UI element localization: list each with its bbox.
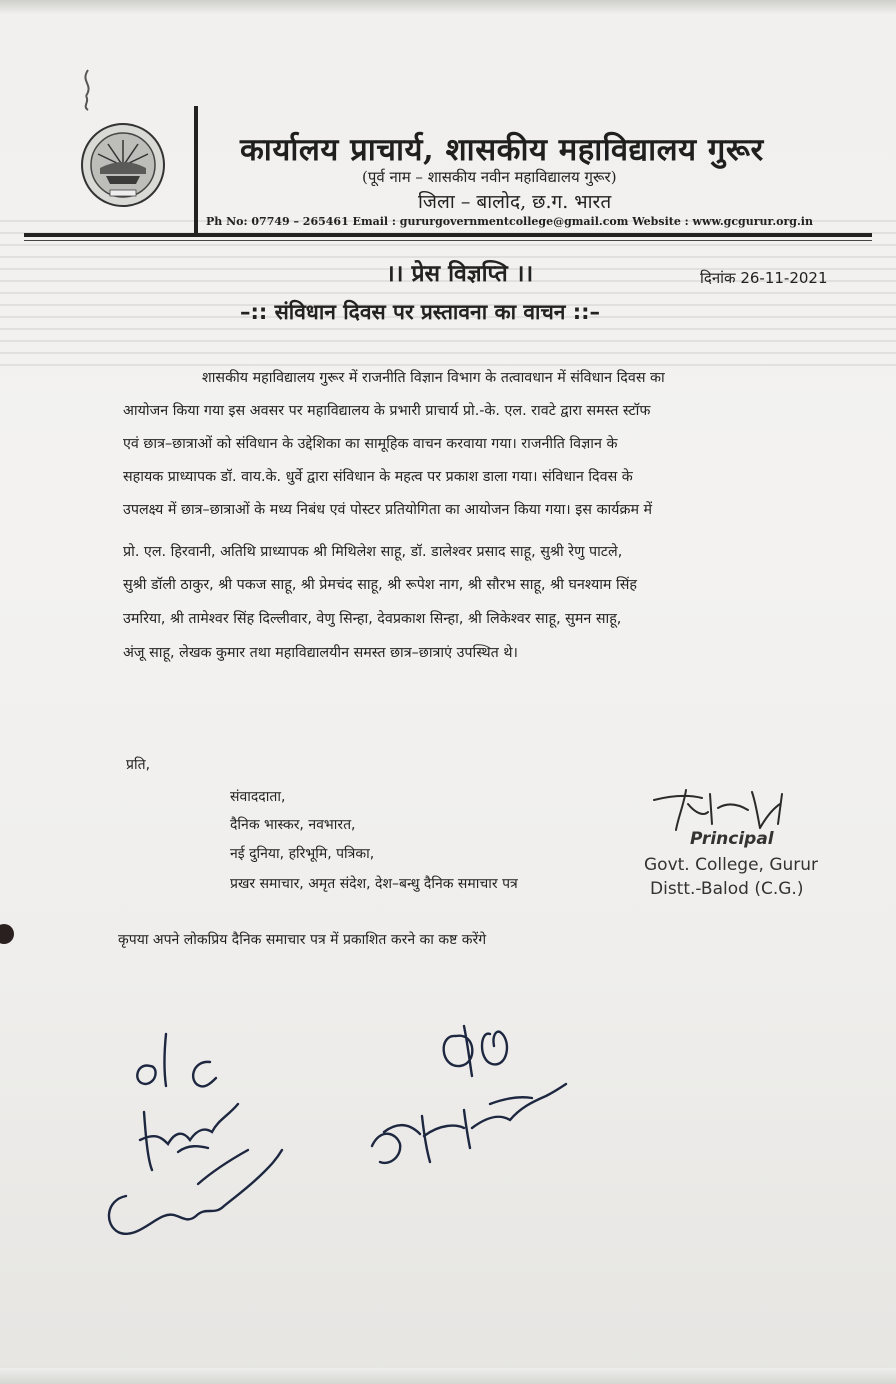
closing-request: कृपया अपने लोकप्रिय दैनिक समाचार पत्र में प्रकाशित करने का कष्ट करेंगे: [118, 932, 487, 948]
release-date: दिनांक 26-11-2021: [700, 269, 828, 287]
paragraph-line: सहायक प्राध्यापक डॉ. वाय.के. धुर्वे द्वारा संविधान के महत्व पर प्रकाश डाला गया। संविधान दिवस के: [123, 469, 633, 485]
handwritten-signature-left: [88, 1020, 288, 1260]
subject-line: –:: संविधान दिवस पर प्रस्तावना का वाचन ::–: [240, 300, 601, 324]
header-divider-thin: [24, 240, 872, 241]
former-name: (पूर्व नाम – शासकीय नवीन महाविद्यालय गुरूर): [362, 168, 617, 186]
paragraph-line: आयोजन किया गया इस अवसर पर महाविद्यालय के प्रभारी प्राचार्य प्रो.-के. एल. रावटे द्वारा समस्त स्टॉफ: [123, 403, 651, 419]
recipient-line: संवाददाता,: [230, 789, 286, 805]
recipient-line: प्रखर समाचार, अमृत संदेश, देश–बन्धु दैनिक समाचार पत्र: [230, 876, 518, 892]
page-top-edge: [0, 0, 896, 14]
bleed-through-text: [0, 220, 896, 370]
principal-signature: [648, 784, 798, 834]
office-title: कार्यालय प्राचार्य, शासकीय महाविद्यालय गुरूर: [240, 132, 764, 168]
handwritten-signature-middle: [360, 1016, 580, 1186]
paragraph-line: सुश्री डॉली ठाकुर, श्री पकज साहू, श्री प्रेमचंद साहू, श्री रूपेश नाग, श्री सौरभ साहू, श्री घनश्याम सिंह: [123, 577, 637, 593]
college-emblem-logo: [80, 122, 166, 208]
to-label: प्रति,: [126, 757, 151, 773]
signatory-district: Distt.-Balod (C.G.): [650, 879, 804, 899]
recipient-line: नई दुनिया, हरिभूमि, पत्रिका,: [230, 846, 375, 862]
paragraph-line: उमरिया, श्री तामेश्वर सिंह दिल्लीवार, वेणु सिन्हा, देवप्रकाश सिन्हा, श्री लिकेश्वर साहू, सुमन साहू,: [123, 611, 622, 627]
pen-mark: [74, 66, 104, 112]
contact-details: Ph No: 07749 – 265461 Email : gururgovernmentcollege@gmail.com Website : www.gcgurur.org.in: [206, 215, 813, 228]
header-divider: [24, 233, 872, 237]
district-line: जिला – बालोद, छ.ग. भारत: [418, 191, 612, 213]
paragraph-line: एवं छात्र–छात्राओं को संविधान के उद्देशिका का सामूहिक वाचन करवाया गया। राजनीति विज्ञान के: [123, 436, 618, 452]
punch-hole: [0, 924, 14, 944]
signatory-college: Govt. College, Gurur: [644, 855, 819, 875]
paragraph-line: प्रो. एल. हिरवानी, अतिथि प्राध्यापक श्री मिथिलेश साहू, डॉ. डालेश्वर प्रसाद साहू, सुश्री रेणु पाटले,: [123, 544, 623, 560]
paragraph-line: शासकीय महाविद्यालय गुरूर में राजनीति विज्ञान विभाग के तत्वावधान में संविधान दिवस का: [202, 370, 665, 386]
recipient-line: दैनिक भास्कर, नवभारत,: [230, 817, 356, 833]
press-release-title: ।। प्रेस विज्ञप्ति ।।: [386, 261, 534, 287]
page-bottom-edge: [0, 1368, 896, 1384]
signatory-title: Principal: [690, 829, 774, 849]
header-vertical-rule: [194, 106, 198, 234]
paragraph-line: उपलक्ष्य में छात्र–छात्राओं के मध्य निबंध एवं पोस्टर प्रतियोगिता का आयोजन किया गया। इस कार्यक्रम में: [123, 502, 653, 518]
paragraph-line: अंजू साहू, लेखक कुमार तथा महाविद्यालयीन समस्त छात्र–छात्राएं उपस्थित थे।: [123, 645, 518, 661]
